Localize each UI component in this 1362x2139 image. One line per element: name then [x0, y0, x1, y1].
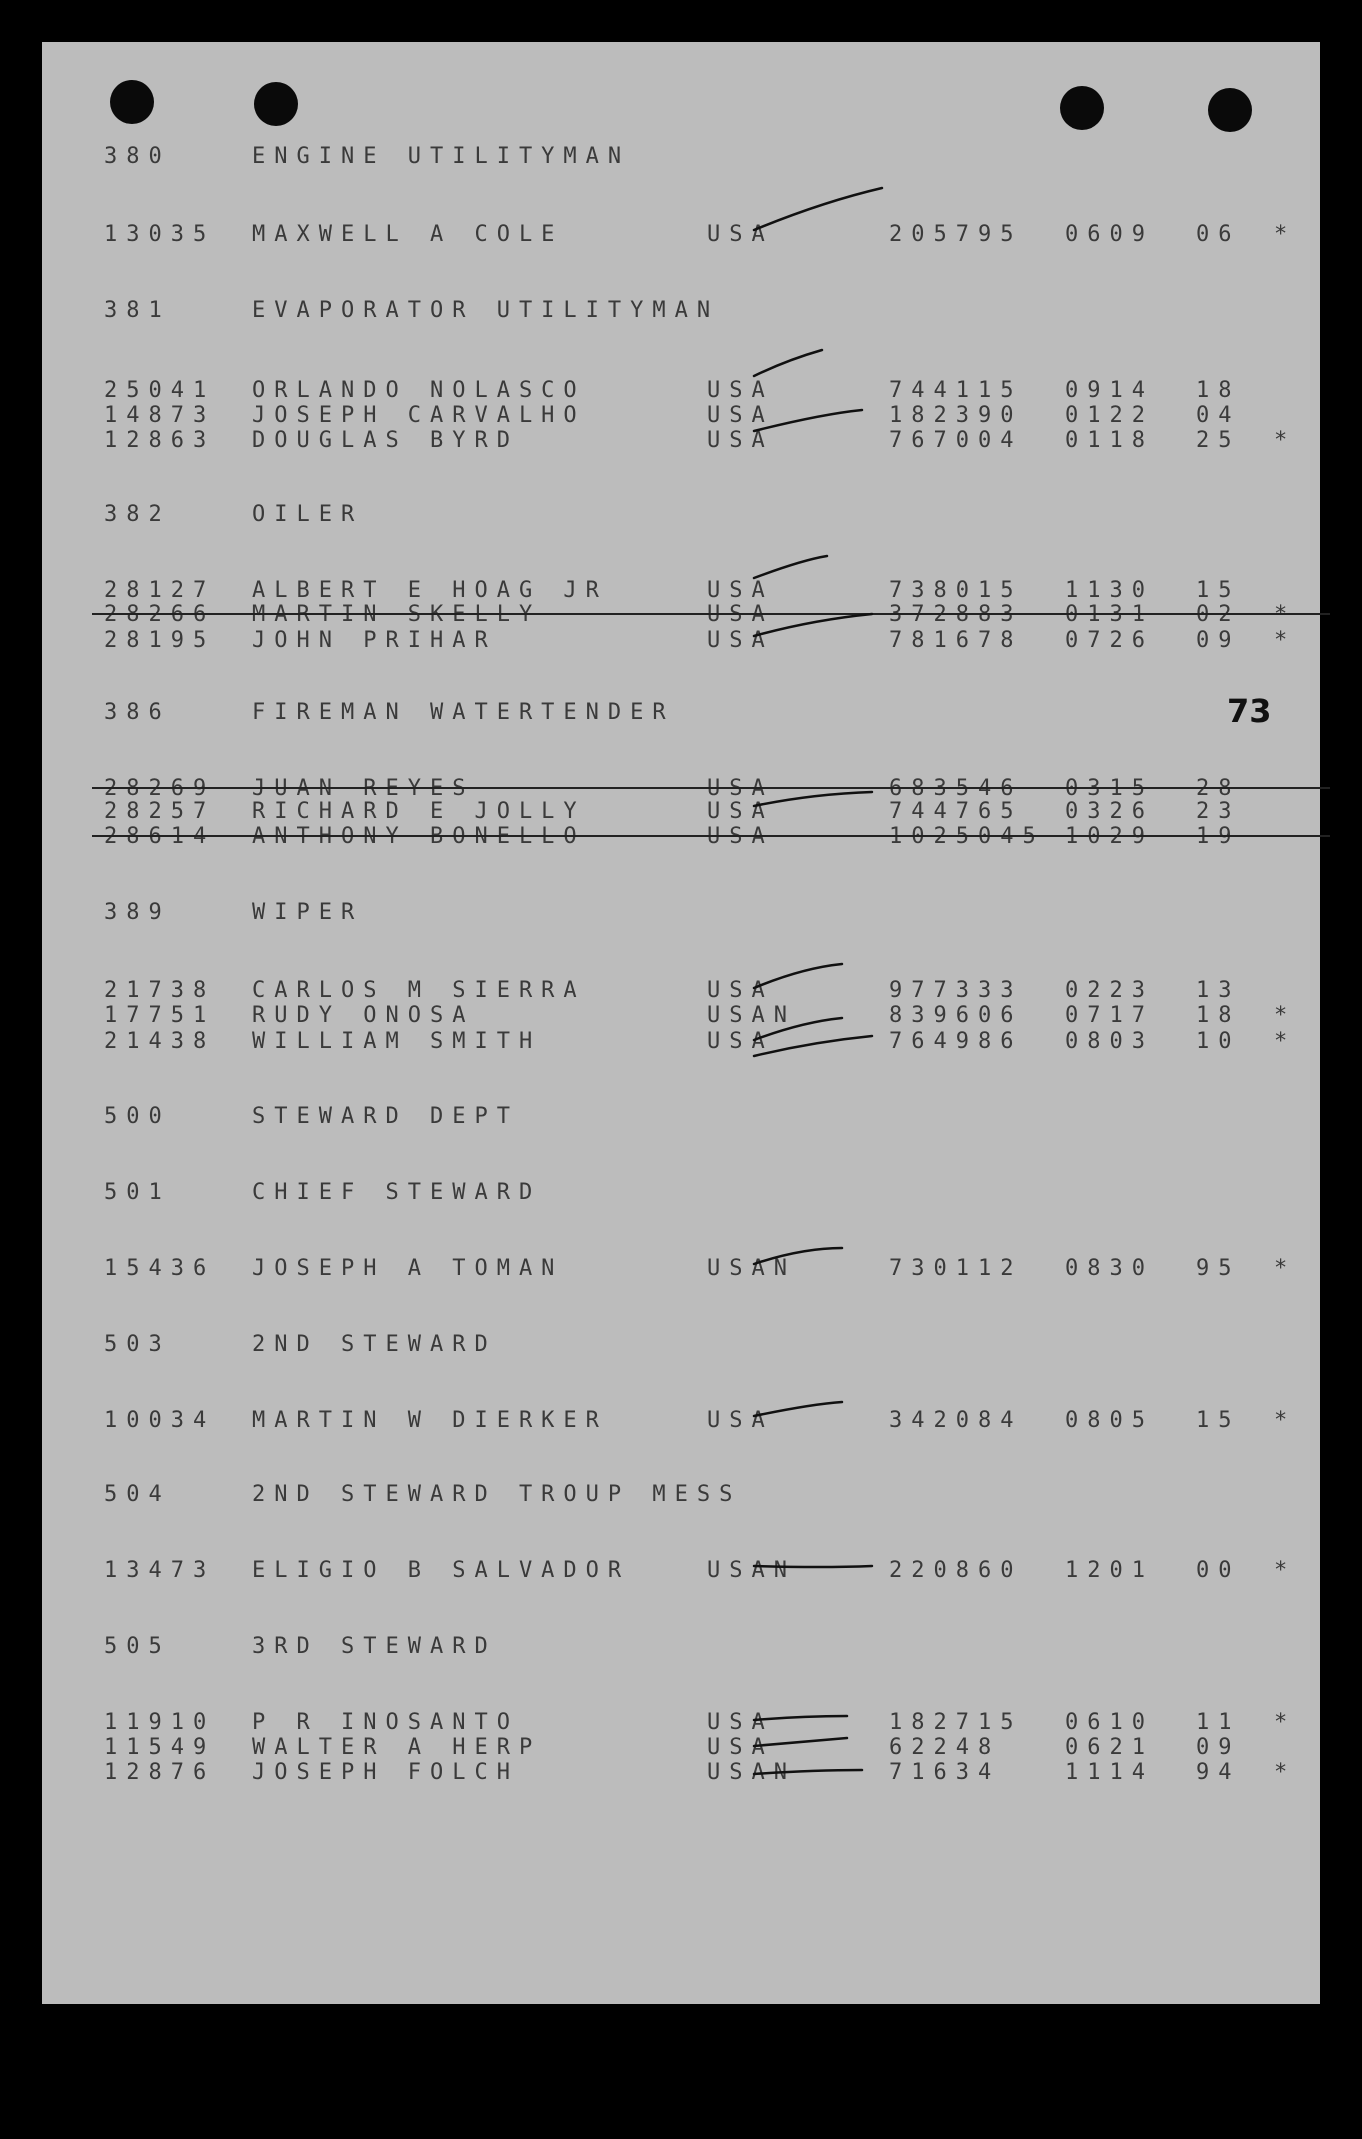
entry-code: 11549 [104, 1735, 216, 1760]
entry-citizenship: USA [707, 978, 774, 1003]
entry-code: 14873 [104, 403, 216, 428]
section-title: FIREMAN WATERTENDER [252, 700, 675, 725]
entry-code: 25041 [104, 378, 216, 403]
entry-code: 13473 [104, 1558, 216, 1583]
entry-number: 738015 [889, 578, 1023, 603]
entry-date: 0609 [1065, 222, 1154, 247]
crew-entry [104, 799, 1300, 825]
entry-name: ALBERT E HOAG JR [252, 578, 608, 603]
entry-years: 95 [1196, 1256, 1241, 1281]
punch-hole [110, 80, 154, 124]
section-title: ENGINE UTILITYMAN [252, 144, 631, 169]
section-code: 389 [104, 900, 171, 925]
section-code: 500 [104, 1104, 171, 1129]
entry-date: 0805 [1065, 1408, 1154, 1433]
entry-years: 94 [1196, 1760, 1241, 1785]
entry-date: 0803 [1065, 1029, 1154, 1054]
entry-citizenship: USAN [707, 1558, 796, 1583]
crew-entry [104, 824, 1300, 850]
entry-code: 28266 [104, 602, 216, 627]
entry-number: 781678 [889, 628, 1023, 653]
entry-years: 28 [1196, 776, 1241, 801]
section-code: 381 [104, 298, 171, 323]
entry-date: 0326 [1065, 799, 1154, 824]
entry-mark: * [1274, 222, 1297, 247]
entry-code: 28614 [104, 824, 216, 849]
entry-years: 09 [1196, 1735, 1241, 1760]
entry-number: 372883 [889, 602, 1023, 627]
entry-years: 18 [1196, 378, 1241, 403]
entry-date: 1114 [1065, 1760, 1154, 1785]
entry-name: DOUGLAS BYRD [252, 428, 519, 453]
entry-date: 0717 [1065, 1003, 1154, 1028]
entry-code: 21438 [104, 1029, 216, 1054]
section-header [104, 900, 1300, 926]
entry-date: 0726 [1065, 628, 1154, 653]
entry-citizenship: USA [707, 1029, 774, 1054]
entry-citizenship: USA [707, 776, 774, 801]
entry-date: 0830 [1065, 1256, 1154, 1281]
entry-number: 342084 [889, 1408, 1023, 1433]
entry-mark: * [1274, 1408, 1297, 1433]
section-header [104, 1482, 1300, 1508]
entry-name: MAXWELL A COLE [252, 222, 564, 247]
section-header [104, 700, 1300, 726]
crew-entry [104, 1735, 1300, 1761]
entry-years: 11 [1196, 1710, 1241, 1735]
entry-years: 15 [1196, 578, 1241, 603]
section-code: 501 [104, 1180, 171, 1205]
entry-code: 28269 [104, 776, 216, 801]
section-title: CHIEF STEWARD [252, 1180, 542, 1205]
section-title: EVAPORATOR UTILITYMAN [252, 298, 720, 323]
entry-name: JUAN REYES [252, 776, 475, 801]
entry-name: JOSEPH CARVALHO [252, 403, 586, 428]
entry-code: 12876 [104, 1760, 216, 1785]
crew-entry [104, 1558, 1300, 1584]
punch-hole [254, 82, 298, 126]
entry-citizenship: USA [707, 1408, 774, 1433]
entry-citizenship: USA [707, 578, 774, 603]
entry-years: 04 [1196, 403, 1241, 428]
entry-citizenship: USA [707, 1710, 774, 1735]
entry-date: 0621 [1065, 1735, 1154, 1760]
section-header [104, 298, 1300, 324]
entry-name: WALTER A HERP [252, 1735, 542, 1760]
entry-date: 0315 [1065, 776, 1154, 801]
section-header [104, 1332, 1300, 1358]
entry-mark: * [1274, 1029, 1297, 1054]
entry-number: 730112 [889, 1256, 1023, 1281]
entry-years: 06 [1196, 222, 1241, 247]
entry-number: 205795 [889, 222, 1023, 247]
entry-years: 18 [1196, 1003, 1241, 1028]
entry-number: 220860 [889, 1558, 1023, 1583]
entry-years: 13 [1196, 978, 1241, 1003]
section-title: WIPER [252, 900, 364, 925]
entry-citizenship: USAN [707, 1003, 796, 1028]
entry-mark: * [1274, 628, 1297, 653]
entry-date: 0223 [1065, 978, 1154, 1003]
entry-number: 744115 [889, 378, 1023, 403]
entry-years: 10 [1196, 1029, 1241, 1054]
entry-mark: * [1274, 602, 1297, 627]
entry-years: 00 [1196, 1558, 1241, 1583]
entry-code: 28195 [104, 628, 216, 653]
entry-date: 0610 [1065, 1710, 1154, 1735]
crew-entry [104, 1029, 1300, 1055]
section-header [104, 1104, 1300, 1130]
entry-citizenship: USAN [707, 1256, 796, 1281]
crew-entry [104, 428, 1300, 454]
entry-date: 1029 [1065, 824, 1154, 849]
crew-entry [104, 403, 1300, 429]
entry-mark: * [1274, 1003, 1297, 1028]
entry-citizenship: USA [707, 403, 774, 428]
punch-hole [1208, 88, 1252, 132]
section-code: 380 [104, 144, 171, 169]
entry-name: P R INOSANTO [252, 1710, 519, 1735]
section-code: 505 [104, 1634, 171, 1659]
entry-date: 1201 [1065, 1558, 1154, 1583]
crew-entry [104, 602, 1300, 628]
entry-name: ORLANDO NOLASCO [252, 378, 586, 403]
crew-entry [104, 978, 1300, 1004]
section-header [104, 144, 1300, 170]
section-code: 386 [104, 700, 171, 725]
entry-date: 0914 [1065, 378, 1154, 403]
entry-citizenship: USA [707, 602, 774, 627]
entry-number: 182390 [889, 403, 1023, 428]
crew-entry [104, 628, 1300, 654]
section-title: 2ND STEWARD TROUP MESS [252, 1482, 742, 1507]
entry-name: CARLOS M SIERRA [252, 978, 586, 1003]
entry-mark: * [1274, 1558, 1297, 1583]
page-number: 73 [1227, 692, 1272, 730]
entry-name: MARTIN W DIERKER [252, 1408, 608, 1433]
section-title: OILER [252, 502, 364, 527]
entry-number: 71634 [889, 1760, 1001, 1785]
entry-years: 02 [1196, 602, 1241, 627]
entry-date: 1130 [1065, 578, 1154, 603]
entry-citizenship: USA [707, 824, 774, 849]
entry-code: 12863 [104, 428, 216, 453]
entry-code: 15436 [104, 1256, 216, 1281]
crew-entry [104, 1003, 1300, 1029]
entry-citizenship: USA [707, 799, 774, 824]
entry-citizenship: USA [707, 628, 774, 653]
section-code: 503 [104, 1332, 171, 1357]
entry-date: 0122 [1065, 403, 1154, 428]
section-code: 504 [104, 1482, 171, 1507]
punch-hole [1060, 86, 1104, 130]
entry-code: 17751 [104, 1003, 216, 1028]
entry-date: 0118 [1065, 428, 1154, 453]
entry-citizenship: USA [707, 1735, 774, 1760]
entry-mark: * [1274, 428, 1297, 453]
entry-number: 182715 [889, 1710, 1023, 1735]
entry-name: MARTIN SKELLY [252, 602, 542, 627]
entry-code: 21738 [104, 978, 216, 1003]
entry-years: 23 [1196, 799, 1241, 824]
entry-years: 09 [1196, 628, 1241, 653]
entry-code: 28257 [104, 799, 216, 824]
entry-citizenship: USA [707, 378, 774, 403]
entry-mark: * [1274, 1710, 1297, 1735]
entry-name: RUDY ONOSA [252, 1003, 475, 1028]
crew-entry [104, 222, 1300, 248]
crew-entry [104, 578, 1300, 604]
entry-date: 0131 [1065, 602, 1154, 627]
crew-entry [104, 1256, 1300, 1282]
section-title: 2ND STEWARD [252, 1332, 497, 1357]
document-page [42, 42, 1320, 2004]
entry-number: 683546 [889, 776, 1023, 801]
entry-code: 13035 [104, 222, 216, 247]
entry-years: 19 [1196, 824, 1241, 849]
crew-entry [104, 1408, 1300, 1434]
entry-mark: * [1274, 1760, 1297, 1785]
entry-number: 1025045 [889, 824, 1045, 849]
entry-code: 28127 [104, 578, 216, 603]
entry-number: 767004 [889, 428, 1023, 453]
entry-code: 10034 [104, 1408, 216, 1433]
entry-number: 764986 [889, 1029, 1023, 1054]
entry-name: JOSEPH FOLCH [252, 1760, 519, 1785]
entry-number: 977333 [889, 978, 1023, 1003]
entry-mark: * [1274, 1256, 1297, 1281]
entry-name: ANTHONY BONELLO [252, 824, 586, 849]
entry-years: 15 [1196, 1408, 1241, 1433]
entry-name: ELIGIO B SALVADOR [252, 1558, 631, 1583]
entry-years: 25 [1196, 428, 1241, 453]
section-title: 3RD STEWARD [252, 1634, 497, 1659]
entry-number: 744765 [889, 799, 1023, 824]
entry-number: 839606 [889, 1003, 1023, 1028]
crew-entry [104, 1710, 1300, 1736]
section-header [104, 1634, 1300, 1660]
entry-code: 11910 [104, 1710, 216, 1735]
section-title: STEWARD DEPT [252, 1104, 519, 1129]
entry-citizenship: USAN [707, 1760, 796, 1785]
entry-citizenship: USA [707, 428, 774, 453]
entry-name: WILLIAM SMITH [252, 1029, 542, 1054]
crew-entry [104, 1760, 1300, 1786]
section-header [104, 1180, 1300, 1206]
section-code: 382 [104, 502, 171, 527]
crew-entry [104, 378, 1300, 404]
entry-number: 62248 [889, 1735, 1001, 1760]
entry-name: JOHN PRIHAR [252, 628, 497, 653]
entry-citizenship: USA [707, 222, 774, 247]
entry-name: RICHARD E JOLLY [252, 799, 586, 824]
entry-name: JOSEPH A TOMAN [252, 1256, 564, 1281]
section-header [104, 502, 1300, 528]
